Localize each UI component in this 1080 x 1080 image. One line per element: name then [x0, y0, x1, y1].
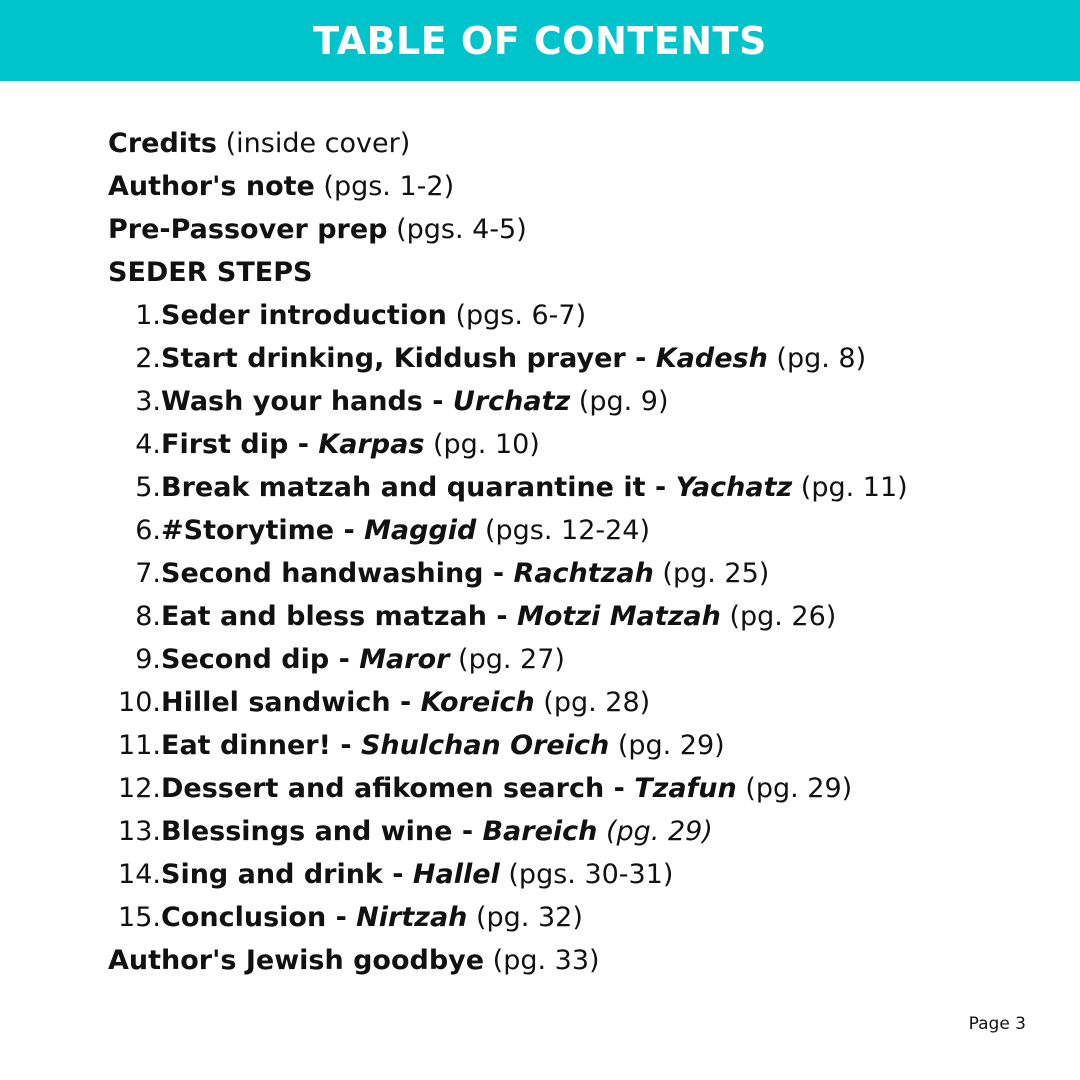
step-hebrew-name: Kadesh: [655, 343, 768, 374]
step-hebrew-name: Koreich: [420, 687, 535, 718]
step-item: [108, 423, 1048, 466]
step-item: [108, 509, 1048, 552]
step-pages: (pg. 29): [736, 773, 853, 804]
step-number: 5.: [135, 472, 161, 503]
step-number: 12.: [118, 773, 161, 804]
step-number: 10.: [118, 687, 161, 718]
step-pages: (pg. 29): [597, 816, 713, 847]
step-item: [108, 896, 1048, 939]
toc-entry-pages: (pgs. 1-2): [314, 171, 455, 202]
table-of-contents: [108, 122, 1048, 982]
step-item: [108, 552, 1048, 595]
step-title: Conclusion -: [161, 902, 357, 933]
step-title: First dip -: [161, 429, 319, 460]
step-pages: (pg. 10): [424, 429, 540, 460]
toc-entry-pages: (pg. 33): [484, 945, 600, 976]
step-title: Dessert and afikomen search -: [161, 773, 635, 804]
step-item: [108, 595, 1048, 638]
step-hebrew-name: Hallel: [412, 859, 500, 890]
step-item: [108, 380, 1048, 423]
toc-entry-title: Credits: [108, 128, 218, 159]
step-number: 6.: [135, 515, 161, 546]
toc-entry-authors-note: [108, 165, 1048, 208]
step-pages: (pgs. 12-24): [476, 515, 651, 546]
step-title: Break matzah and quarantine it -: [161, 472, 676, 503]
step-pages: (pg. 25): [653, 558, 770, 589]
step-hebrew-name: Tzafun: [634, 773, 737, 804]
step-item: [108, 681, 1048, 724]
header-banner: [0, 0, 1080, 81]
step-pages: (pg. 11): [792, 472, 908, 503]
toc-entry-title: Author's note: [108, 171, 315, 202]
step-pages: (pg. 8): [767, 343, 867, 374]
toc-entry-title: Author's Jewish goodbye: [108, 945, 485, 976]
step-pages: (pg. 29): [609, 730, 725, 761]
section-heading-seder-steps: [108, 251, 1048, 294]
step-number: 13.: [118, 816, 161, 847]
step-title: Start drinking, Kiddush prayer -: [161, 343, 656, 374]
step-pages: (pgs. 6-7): [446, 300, 587, 331]
toc-entry-credits: [108, 122, 1048, 165]
step-number: 1.: [135, 300, 161, 331]
step-item: [108, 638, 1048, 681]
step-number: 4.: [135, 429, 161, 460]
step-hebrew-name: Rachtzah: [513, 558, 654, 589]
step-pages: (pg. 27): [449, 644, 565, 675]
step-pages: (pg. 9): [570, 386, 669, 417]
step-number: 8.: [135, 601, 161, 632]
step-title: Seder introduction: [161, 300, 447, 331]
page-title: TABLE OF CONTENTS: [313, 18, 767, 63]
step-pages: (pg. 28): [534, 687, 651, 718]
step-title: #Storytime -: [161, 515, 365, 546]
step-title: Sing and drink -: [161, 859, 413, 890]
step-item: [108, 767, 1048, 810]
step-title: Second dip -: [161, 644, 360, 675]
step-hebrew-name: Urchatz: [452, 386, 571, 417]
step-hebrew-name: Maror: [359, 644, 450, 675]
step-item: [108, 724, 1048, 767]
step-title: Second handwashing -: [161, 558, 514, 589]
step-number: 14.: [118, 859, 161, 890]
section-heading: SEDER STEPS: [108, 257, 313, 288]
page-number: Page 3: [968, 1014, 1026, 1034]
step-title: Eat dinner! -: [161, 730, 361, 761]
step-item: [108, 810, 1048, 853]
step-title: Eat and bless matzah -: [161, 601, 517, 632]
step-item: [108, 466, 1048, 509]
step-hebrew-name: Motzi Matzah: [517, 601, 721, 632]
step-number: 11.: [118, 730, 161, 761]
step-item: [108, 294, 1048, 337]
step-title: Blessings and wine -: [161, 816, 483, 847]
step-number: 3.: [135, 386, 161, 417]
step-hebrew-name: Yachatz: [675, 472, 793, 503]
toc-entry-pre-passover-prep: [108, 208, 1048, 251]
toc-entry-pages: (pgs. 4-5): [387, 214, 527, 245]
step-hebrew-name: Nirtzah: [356, 902, 468, 933]
toc-entry-pages: (inside cover): [217, 128, 411, 159]
step-pages: (pg. 26): [720, 601, 837, 632]
toc-entry-authors-goodbye: [108, 939, 1048, 982]
step-hebrew-name: Shulchan Oreich: [360, 730, 610, 761]
toc-entry-title: Pre-Passover prep: [108, 214, 388, 245]
step-number: 2.: [135, 343, 161, 374]
step-pages: (pgs. 30-31): [499, 859, 674, 890]
step-item: [108, 853, 1048, 896]
step-hebrew-name: Bareich: [482, 816, 598, 847]
step-hebrew-name: Maggid: [364, 515, 477, 546]
step-title: Hillel sandwich -: [161, 687, 421, 718]
step-item: [108, 337, 1048, 380]
step-number: 15.: [118, 902, 161, 933]
step-number: 9.: [135, 644, 161, 675]
step-pages: (pg. 32): [467, 902, 583, 933]
step-title: Wash your hands -: [161, 386, 453, 417]
step-hebrew-name: Karpas: [318, 429, 425, 460]
step-number: 7.: [135, 558, 161, 589]
